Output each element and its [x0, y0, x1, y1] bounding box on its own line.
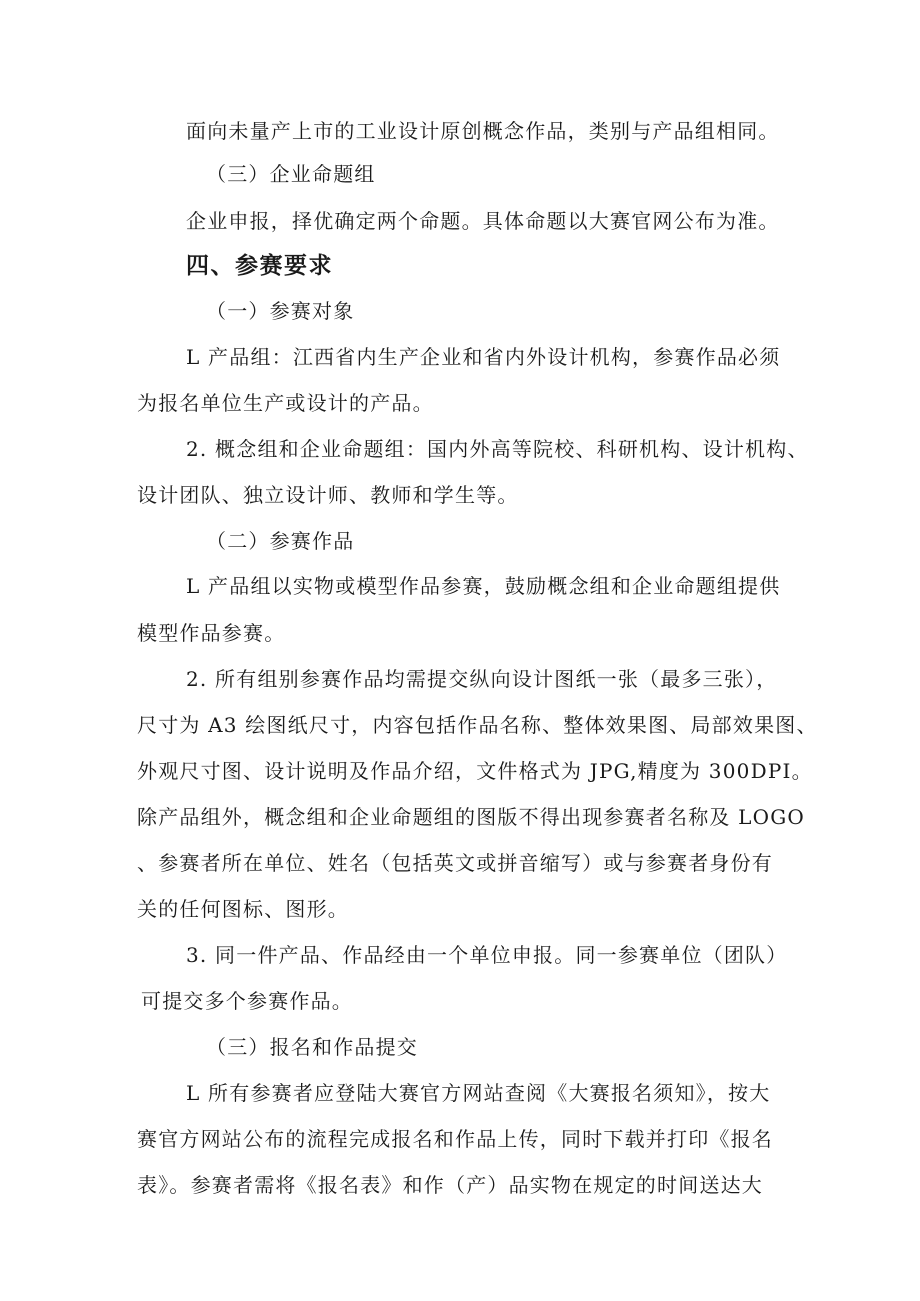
paragraph-entries-1-line2: 模型作品参赛。: [137, 621, 286, 645]
paragraph-participants-1-line2: 为报名单位生产或设计的产品。: [137, 391, 434, 415]
paragraph-entries-3-line1: 3. 同一件产品、作品经由一个单位申报。同一参赛单位（团队）: [186, 943, 788, 967]
paragraph-entries-2-line5: 、参赛者所在单位、姓名（包括英文或拼音缩写）或与参赛者身份有: [137, 851, 773, 875]
paragraph-participants-2-line2: 设计团队、独立设计师、教师和学生等。: [137, 483, 519, 507]
subheading-participants: （一）参赛对象: [206, 299, 355, 323]
paragraph-concept-description: 面向未量产上市的工业设计原创概念作品，类别与产品组相同。: [186, 119, 780, 143]
paragraph-entries-2-line6: 关的任何图标、图形。: [137, 897, 349, 921]
paragraph-entries-1-line1: L 产品组以实物或模型作品参赛，鼓励概念组和企业命题组提供: [186, 574, 781, 598]
paragraph-entries-3-line2: 可提交多个参赛作品。: [141, 989, 353, 1013]
paragraph-submission-1-line2: 赛官方网站公布的流程完成报名和作品上传，同时下载并打印《报名: [137, 1127, 773, 1151]
paragraph-entries-2-line3: 外观尺寸图、设计说明及作品介绍，文件格式为 JPG,精度为 300DPI。: [137, 759, 813, 783]
subheading-enterprise-group: （三）企业命题组: [206, 162, 376, 186]
subheading-registration-submission: （三）报名和作品提交: [206, 1035, 418, 1059]
section-title-requirements: 四、参赛要求: [186, 253, 333, 279]
paragraph-participants-1-line1: L 产品组：江西省内生产企业和省内外设计机构，参赛作品必须: [186, 345, 781, 369]
paragraph-entries-2-line2: 尺寸为 A3 绘图纸尺寸，内容包括作品名称、整体效果图、局部效果图、: [137, 713, 818, 737]
paragraph-submission-1-line3: 表》。参赛者需将《报名表》和作（产）品实物在规定的时间送达大: [137, 1173, 763, 1197]
paragraph-enterprise-description: 企业申报，择优确定两个命题。具体命题以大赛官网公布为准。: [186, 209, 780, 233]
subheading-entries: （二）参赛作品: [206, 529, 355, 553]
paragraph-entries-2-line4: 除产品组外，概念组和企业命题组的图版不得出现参赛者名称及 LOGO: [137, 805, 806, 829]
paragraph-submission-1-line1: L 所有参赛者应登陆大赛官方网站查阅《大赛报名须知》，按大: [186, 1081, 771, 1105]
paragraph-entries-2-line1: 2. 所有组别参赛作品均需提交纵向设计图纸一张（最多三张），: [186, 667, 778, 691]
paragraph-participants-2-line1: 2. 概念组和企业命题组：国内外高等院校、科研机构、设计机构、: [186, 437, 809, 461]
